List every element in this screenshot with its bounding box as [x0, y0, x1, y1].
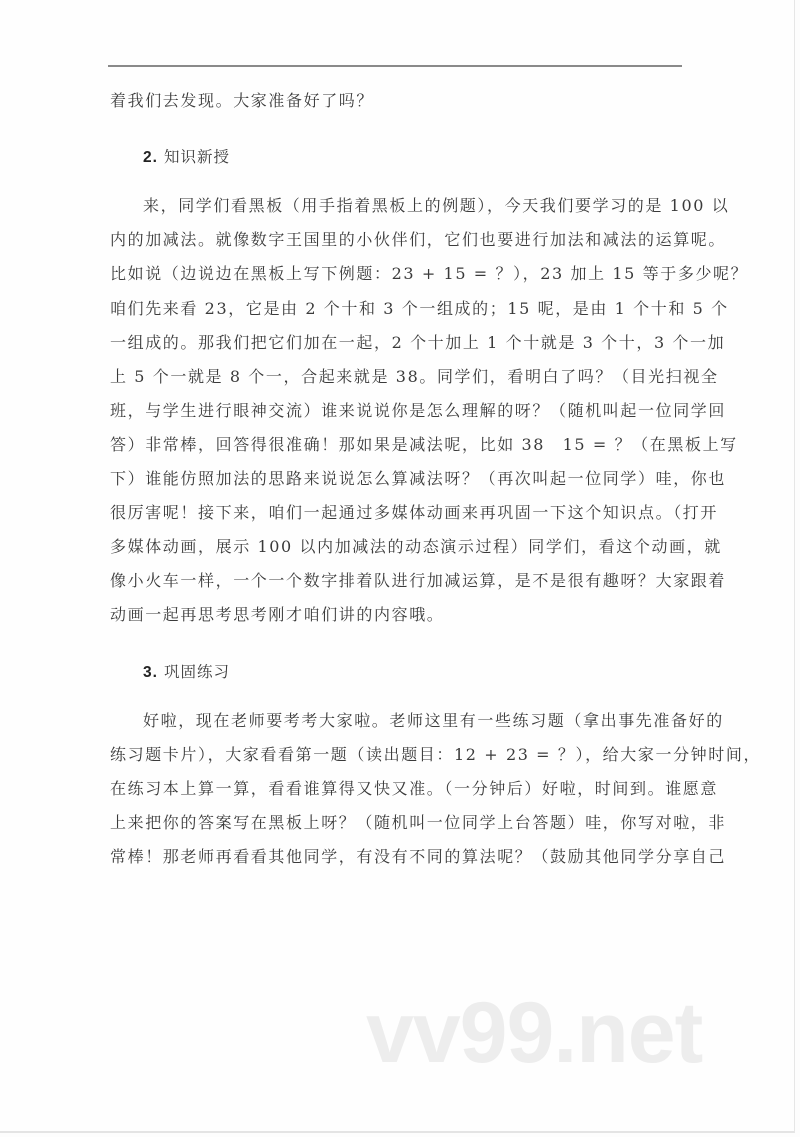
paragraph-line: 动画一起再思考思考刚才咱们讲的内容哦。: [110, 605, 445, 624]
paragraph-line: 上 5 个一就是 8 个一，合起来就是 38。同学们，看明白了吗？（目光扫视全: [110, 367, 719, 386]
paragraph-line: 班，与学生进行眼神交流）谁来说说你是怎么理解的呀？（随机叫起一位同学回: [110, 401, 727, 420]
paragraph-line: 比如说（边说边在黑板上写下例题：23 + 15 = ？），23 加上 15 等于多少呢？: [110, 264, 749, 283]
section-number: 3.: [143, 664, 158, 681]
paragraph-line: 咱们先来看 23，它是由 2 个十和 3 个一组成的；15 呢，是由 1 个十和 5 个: [110, 299, 729, 318]
paragraph-line: 多媒体动画，展示 100 以内加减法的动态演示过程）同学们，看这个动画，就: [110, 537, 722, 556]
section-title: 巩固练习: [163, 663, 230, 681]
paragraph-line: 很厉害呢！接下来，咱们一起通过多媒体动画来再巩固一下这个知识点。（打开: [110, 503, 719, 522]
watermark: vv99.net: [366, 985, 703, 1081]
paragraph-line: 一组成的。那我们把它们加在一起，2 个十加上 1 个十就是 3 个十，3 个一加: [110, 333, 726, 352]
paragraph-line: 常棒！那老师再看看其他同学，有没有不同的算法呢？（鼓励其他同学分享自己: [110, 847, 727, 866]
paragraph-line: 来，同学们看黑板（用手指着黑板上的例题），今天我们要学习的是 100 以: [143, 196, 730, 215]
paragraph-line: 练习题卡片），大家看看第一题（读出题目：12 + 23 = ？），给大家一分钟时间，: [110, 745, 762, 764]
section-title: 知识新授: [163, 148, 230, 166]
section-number: 2.: [143, 149, 158, 166]
section-heading-3: [143, 662, 230, 683]
paragraph-line: 内的加减法。就像数字王国里的小伙伴们，它们也要进行加法和减法的运算呢。: [110, 230, 727, 249]
header-rule: [108, 65, 682, 67]
paragraph-line: 答）非常棒，回答得很准确！那如果是减法呢，比如 38 15 = ？（在黑板上写: [110, 435, 738, 454]
paragraph-line: 像小火车一样，一个一个数字排着队进行加减运算，是不是很有趣呀？大家跟着: [110, 571, 727, 590]
paragraph-line: 下）谁能仿照加法的思路来说说怎么算减法呀？（再次叫起一位同学）哇，你也: [110, 469, 727, 488]
paragraph-line: 在练习本上算一算，看看谁算得又快又准。（一分钟后）好啦，时间到。谁愿意: [110, 779, 719, 798]
continuation-line: 着我们去发现。大家准备好了吗？: [110, 91, 375, 110]
paragraph-line: 上来把你的答案写在黑板上呀？（随机叫一位同学上台答题）哇，你写对啦，非: [110, 813, 727, 832]
section-heading-2: [143, 147, 230, 168]
paragraph-line: 好啦，现在老师要考考大家啦。老师这里有一些练习题（拿出事先准备好的: [143, 711, 724, 730]
